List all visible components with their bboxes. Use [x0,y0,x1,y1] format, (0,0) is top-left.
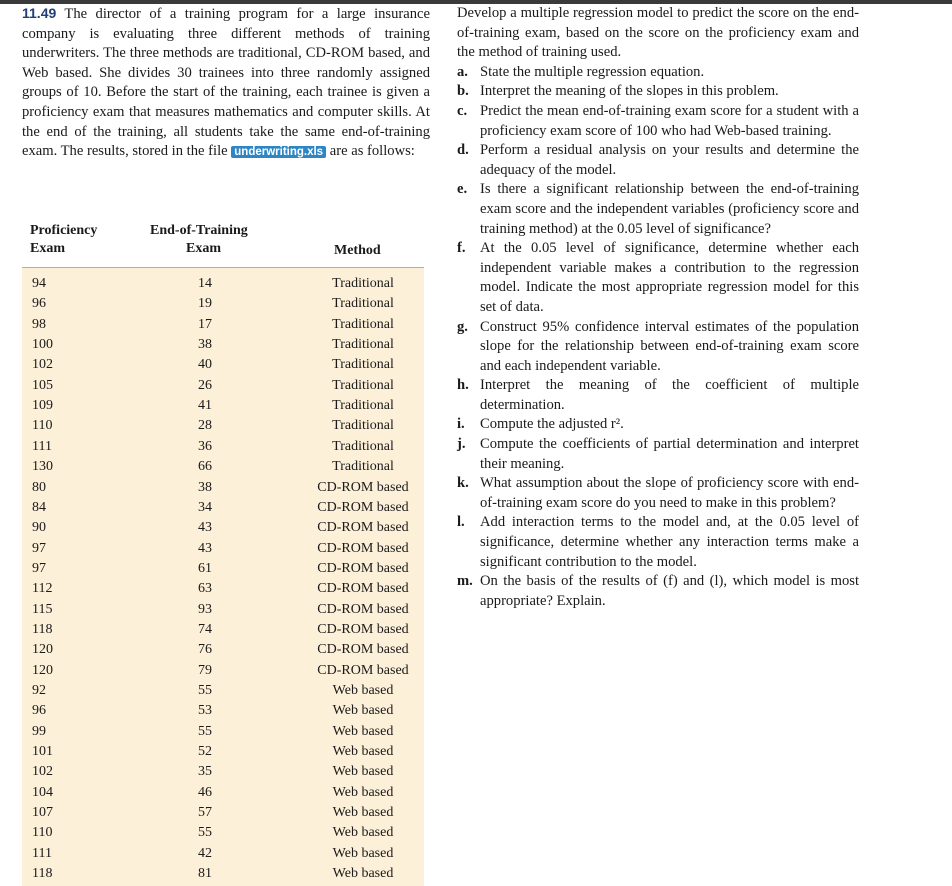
instruction-list [457,4,859,611]
cell-end-of-training: 52 [198,744,212,760]
table-row [22,539,424,559]
problem-intro [22,4,430,163]
table-row [22,640,424,660]
cell-proficiency: 110 [32,825,53,841]
table-row [22,274,424,294]
cell-method: Web based [332,805,394,821]
instruction-item [457,141,859,180]
cell-method: CD-ROM based [317,520,409,536]
cell-end-of-training: 34 [198,499,212,515]
instruction-label: l. [457,514,465,531]
cell-proficiency: 92 [32,683,46,698]
instruction-item [457,415,859,435]
table-row [22,355,424,375]
instruction-label: c. [457,102,468,119]
table-row [22,803,424,823]
instruction-text: Add interaction terms to the model and, at the 0.05 level of significance, determine whether any interaction terms make a significant contribution to the model. [480,514,859,570]
cell-proficiency: 99 [32,723,46,739]
cell-method: CD-ROM based [317,499,409,515]
instruction-item [457,239,859,317]
cell-proficiency: 111 [32,438,52,454]
instruction-text: Interpret the meaning of the coefficient of multiple determination. [480,377,859,413]
table-row [22,376,424,396]
cell-proficiency: 118 [32,866,53,882]
intro-text: The director of a training program for a large insurance company is evaluating three different methods of training underwriters. The three methods are traditional, CD-ROM based, and Web based. She divides 30 trainees into three randomly assigned groups of 10. Before the start of the training, each trainee is given a proficiency exam that measures mathematics and computer skills. At the end of the training, all students take the same end-of-training exam. The results, stored in the file [22,6,430,160]
header-end-of-training: End-of-Training Exam [150,223,248,256]
cell-proficiency: 109 [32,398,53,414]
instruction-label: a. [457,63,468,80]
table-row [22,864,424,884]
cell-method: Web based [332,825,394,841]
cell-method: CD-ROM based [317,581,409,597]
data-file-link[interactable]: underwriting.xls [231,146,326,158]
instruction-item [457,180,859,239]
instruction-label: g. [457,318,468,335]
intro-text-end: are as follows: [329,143,415,160]
cell-end-of-training: 55 [198,683,212,698]
instruction-text: At the 0.05 level of significance, determine whether each independent variable makes a contribution to the regression model. Indicate the most appropriate regression model for this set of data. [480,240,859,315]
instruction-item [457,376,859,415]
table-row [22,416,424,436]
instruction-label: f. [457,240,466,257]
table-row [22,478,424,498]
header-method: Method [334,243,381,258]
table-row [22,762,424,782]
cell-proficiency: 110 [32,418,53,434]
cell-method: CD-ROM based [317,479,409,495]
cell-proficiency: 100 [32,337,53,353]
table-row [22,742,424,762]
cell-end-of-training: 61 [198,560,212,576]
cell-proficiency: 96 [32,296,46,312]
cell-proficiency: 90 [32,520,46,536]
instruction-label: i. [457,416,465,433]
table-row [22,844,424,864]
instruction-text: Predict the mean end-of-training exam score for a student with a proficiency exam score of 100 who had Web-based training. [480,102,859,139]
instruction-label: d. [457,142,469,159]
instruction-text: Compute the coefficients of partial determination and interpret their meaning. [480,436,859,472]
cell-proficiency: 120 [32,642,53,658]
table-row [22,620,424,640]
problem-intro-column [22,4,430,163]
instruction-text: Construct 95% confidence interval estimates of the population slope for the relationship between end-of-training exam score and each independent variable. [480,318,859,374]
cell-method: Traditional [332,398,394,414]
cell-end-of-training: 79 [198,662,212,678]
table-row [22,783,424,803]
instruction-item [457,63,859,83]
table-row [22,335,424,355]
cell-proficiency: 104 [32,784,53,800]
table-row [22,457,424,477]
cell-method: Traditional [332,357,394,373]
instruction-label: m. [457,573,473,590]
cell-proficiency: 111 [32,845,52,861]
instruction-text: Compute the adjusted r². [480,416,624,433]
cell-method: Traditional [332,418,394,434]
cell-proficiency: 102 [32,357,53,373]
cell-end-of-training: 46 [198,784,212,800]
table-row [22,294,424,314]
cell-proficiency: 94 [32,276,46,291]
cell-method: Web based [332,845,394,861]
cell-end-of-training: 43 [198,520,212,536]
cell-end-of-training: 40 [198,357,212,373]
cell-proficiency: 118 [32,621,53,637]
cell-method: CD-ROM based [317,540,409,556]
cell-method: CD-ROM based [317,642,409,658]
instruction-item [457,572,859,611]
table-row [22,722,424,742]
cell-method: Web based [332,866,394,882]
cell-proficiency: 80 [32,479,46,495]
cell-end-of-training: 53 [198,703,212,719]
instruction-text: On the basis of the results of (f) and (l), which model is most appropriate? Explain. [480,573,859,609]
cell-end-of-training: 28 [198,418,212,434]
cell-method: Web based [332,764,394,780]
cell-proficiency: 105 [32,377,53,393]
cell-method: Traditional [332,459,394,475]
cell-proficiency: 107 [32,805,53,821]
cell-proficiency: 115 [32,601,53,617]
cell-method: Web based [332,723,394,739]
cell-proficiency: 97 [32,560,46,576]
cell-end-of-training: 66 [198,459,212,475]
cell-method: Web based [332,683,394,698]
instruction-label: j. [457,436,466,453]
instruction-text: Perform a residual analysis on your results and determine the adequacy of the model. [480,142,859,178]
cell-proficiency: 120 [32,662,53,678]
instruction-label: k. [457,475,469,492]
cell-end-of-training: 19 [198,296,212,312]
cell-method: Traditional [332,377,394,393]
cell-end-of-training: 17 [198,316,212,332]
table-row [22,498,424,518]
cell-proficiency: 96 [32,703,46,719]
cell-end-of-training: 57 [198,805,212,821]
instruction-text: State the multiple regression equation. [480,63,705,80]
instruction-label: b. [457,83,469,100]
table-row [22,600,424,620]
cell-method: CD-ROM based [317,662,409,678]
table-row [22,661,424,681]
cell-end-of-training: 42 [198,845,212,861]
table-row [22,315,424,335]
data-table [22,222,430,882]
table-row [22,823,424,843]
instruction-item [457,102,859,141]
table-body [22,267,424,886]
cell-end-of-training: 43 [198,540,212,556]
cell-method: CD-ROM based [317,621,409,637]
instruction-item [457,82,859,102]
cell-end-of-training: 74 [198,621,212,637]
cell-end-of-training: 63 [198,581,212,597]
instruction-lead: Develop a multiple regression model to predict the score on the end-of-training exam, based on the score on the proficiency exam and the method of training used. [457,5,859,61]
cell-method: Traditional [332,296,394,312]
cell-end-of-training: 55 [198,825,212,841]
instruction-item [457,318,859,377]
table-row [22,518,424,538]
table-row [22,559,424,579]
table-row [22,681,424,701]
instruction-label: h. [457,377,469,394]
instruction-text: Interpret the meaning of the slopes in this problem. [480,83,779,100]
instruction-item [457,435,859,474]
instruction-item [457,474,859,513]
cell-end-of-training: 35 [198,764,212,780]
cell-proficiency: 130 [32,459,53,475]
cell-method: CD-ROM based [317,560,409,576]
problem-number: 11.49 [22,5,57,21]
cell-end-of-training: 76 [198,642,212,658]
cell-method: Web based [332,784,394,800]
instructions-column [457,4,859,611]
table-header [22,222,430,266]
cell-method: Traditional [332,337,394,353]
cell-proficiency: 112 [32,581,53,597]
cell-method: CD-ROM based [317,601,409,617]
cell-end-of-training: 55 [198,723,212,739]
cell-method: Traditional [332,438,394,454]
cell-proficiency: 98 [32,316,46,332]
cell-method: Web based [332,703,394,719]
cell-end-of-training: 81 [198,866,212,882]
cell-method: Traditional [332,276,394,291]
cell-proficiency: 102 [32,764,53,780]
cell-proficiency: 97 [32,540,46,556]
table-row [22,701,424,721]
table-row [22,437,424,457]
cell-method: Traditional [332,316,394,332]
cell-end-of-training: 41 [198,398,212,414]
cell-end-of-training: 36 [198,438,212,454]
header-proficiency: Proficiency Exam [30,223,98,256]
instruction-item [457,513,859,572]
instruction-text: Is there a significant relationship between the end-of-training exam score and the independent variables (proficiency score and training method) at the 0.05 level of significance? [480,181,859,237]
cell-proficiency: 84 [32,499,46,515]
cell-method: Web based [332,744,394,760]
table-row [22,579,424,599]
cell-end-of-training: 38 [198,479,212,495]
cell-end-of-training: 26 [198,377,212,393]
table-row [22,396,424,416]
cell-proficiency: 101 [32,744,53,760]
cell-end-of-training: 38 [198,337,212,353]
cell-end-of-training: 93 [198,601,212,617]
instruction-label: e. [457,181,468,198]
instruction-text: What assumption about the slope of proficiency score with end-of-training exam score do you need to make in this problem? [480,475,859,511]
cell-end-of-training: 14 [198,276,212,291]
